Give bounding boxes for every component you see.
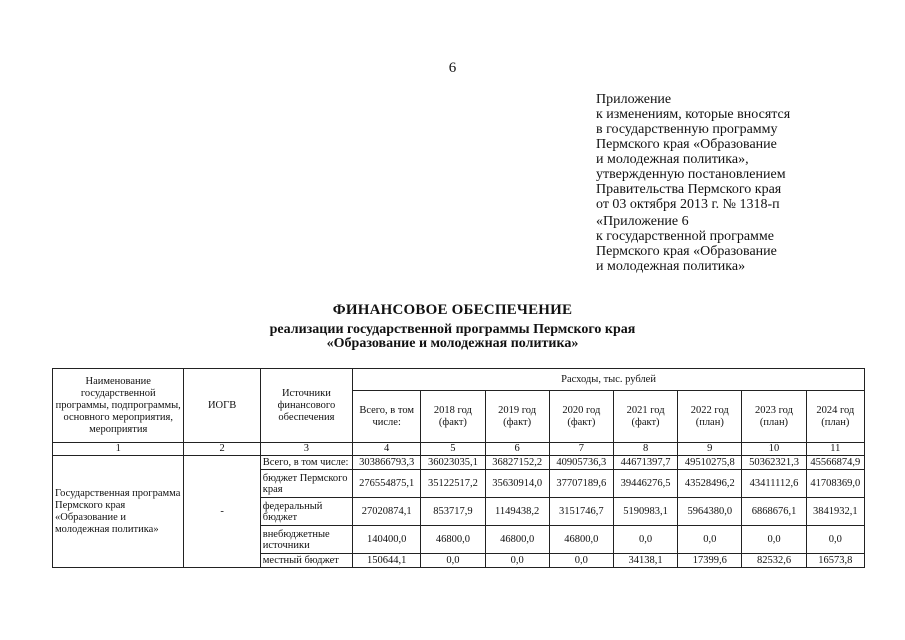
value-cell: 44671397,7 bbox=[613, 456, 677, 470]
source-label: местный бюджет bbox=[260, 554, 352, 568]
value-cell: 0,0 bbox=[742, 526, 806, 554]
col-header-2018: 2018 год (факт) bbox=[421, 391, 485, 443]
appendix-header bbox=[596, 92, 896, 212]
col-number: 2 bbox=[184, 443, 260, 456]
page-number: 6 bbox=[448, 60, 457, 76]
value-cell: 49510275,8 bbox=[678, 456, 742, 470]
appendix-6-line: к государственной программе bbox=[596, 229, 774, 244]
iogv-value: - bbox=[184, 456, 260, 568]
source-label: бюджет Пермского края bbox=[260, 470, 352, 498]
value-cell: 41708369,0 bbox=[806, 470, 864, 498]
value-cell: 17399,6 bbox=[678, 554, 742, 568]
col-number: 8 bbox=[613, 443, 677, 456]
subtitle-line-1: реализации государственной программы Пермского края bbox=[269, 322, 636, 337]
value-cell: 1149438,2 bbox=[485, 498, 549, 526]
col-header-expenses: Расходы, тыс. рублей bbox=[353, 369, 865, 391]
col-header-sources: Источники финансового обеспечения bbox=[260, 369, 352, 443]
value-cell: 0,0 bbox=[678, 526, 742, 554]
col-header-2023: 2023 год (план) bbox=[742, 391, 806, 443]
col-header-2024: 2024 год (план) bbox=[806, 391, 864, 443]
value-cell: 46800,0 bbox=[421, 526, 485, 554]
col-number: 3 bbox=[260, 443, 352, 456]
appendix-6-header bbox=[596, 214, 896, 274]
appendix-6-line: Пермского края «Образование bbox=[596, 244, 777, 259]
appendix-line: Приложение bbox=[596, 92, 672, 107]
value-cell: 0,0 bbox=[421, 554, 485, 568]
value-cell: 0,0 bbox=[613, 526, 677, 554]
appendix-line: Пермского края «Образование bbox=[596, 137, 777, 152]
value-cell: 35122517,2 bbox=[421, 470, 485, 498]
source-label: федеральный бюджет bbox=[260, 498, 352, 526]
appendix-line: к изменениям, которые вносятся bbox=[596, 107, 791, 122]
value-cell: 853717,9 bbox=[421, 498, 485, 526]
source-label: внебюджетные источники bbox=[260, 526, 352, 554]
col-number: 4 bbox=[353, 443, 421, 456]
value-cell: 39446276,5 bbox=[613, 470, 677, 498]
col-number: 9 bbox=[678, 443, 742, 456]
col-number: 10 bbox=[742, 443, 806, 456]
appendix-line: и молодежная политика», bbox=[596, 152, 749, 167]
document-title: ФИНАНСОВОЕ ОБЕСПЕЧЕНИЕ bbox=[332, 302, 573, 318]
col-header-2019: 2019 год (факт) bbox=[485, 391, 549, 443]
table-row bbox=[53, 456, 865, 470]
value-cell: 3841932,1 bbox=[806, 498, 864, 526]
col-header-name: Наименование государственной программы, подпрограммы, основного мероприятия, мероприятия bbox=[53, 369, 184, 443]
col-header-2022: 2022 год (план) bbox=[678, 391, 742, 443]
column-number-row bbox=[53, 443, 865, 456]
value-cell: 5190983,1 bbox=[613, 498, 677, 526]
document-subtitle bbox=[0, 323, 905, 351]
value-cell: 35630914,0 bbox=[485, 470, 549, 498]
value-cell: 45566874,9 bbox=[806, 456, 864, 470]
value-cell: 36023035,1 bbox=[421, 456, 485, 470]
appendix-line: от 03 октября 2013 г. № 1318-п bbox=[596, 197, 780, 212]
col-number: 6 bbox=[485, 443, 549, 456]
value-cell: 5964380,0 bbox=[678, 498, 742, 526]
value-cell: 27020874,1 bbox=[353, 498, 421, 526]
appendix-line: утвержденную постановлением bbox=[596, 167, 786, 182]
value-cell: 140400,0 bbox=[353, 526, 421, 554]
col-number: 1 bbox=[53, 443, 184, 456]
value-cell: 82532,6 bbox=[742, 554, 806, 568]
col-header-iogv: ИОГВ bbox=[184, 369, 260, 443]
value-cell: 34138,1 bbox=[613, 554, 677, 568]
value-cell: 36827152,2 bbox=[485, 456, 549, 470]
value-cell: 3151746,7 bbox=[549, 498, 613, 526]
value-cell: 303866793,3 bbox=[353, 456, 421, 470]
value-cell: 50362321,3 bbox=[742, 456, 806, 470]
col-number: 11 bbox=[806, 443, 864, 456]
value-cell: 0,0 bbox=[806, 526, 864, 554]
col-header-total: Всего, в том числе: bbox=[353, 391, 421, 443]
value-cell: 0,0 bbox=[549, 554, 613, 568]
col-header-2020: 2020 год (факт) bbox=[549, 391, 613, 443]
program-name: Государственная программа Пермского края «Образование и молодежная политика» bbox=[53, 456, 184, 568]
value-cell: 40905736,3 bbox=[549, 456, 613, 470]
col-header-2021: 2021 год (факт) bbox=[613, 391, 677, 443]
appendix-line: Правительства Пермского края bbox=[596, 182, 782, 197]
source-label: Всего, в том числе: bbox=[260, 456, 352, 470]
value-cell: 46800,0 bbox=[485, 526, 549, 554]
appendix-6-line: и молодежная политика» bbox=[596, 259, 746, 274]
value-cell: 37707189,6 bbox=[549, 470, 613, 498]
appendix-line: в государственную программу bbox=[596, 122, 778, 137]
value-cell: 150644,1 bbox=[353, 554, 421, 568]
financing-table bbox=[52, 368, 865, 568]
subtitle-line-2: «Образование и молодежная политика» bbox=[326, 336, 579, 351]
col-number: 5 bbox=[421, 443, 485, 456]
value-cell: 46800,0 bbox=[549, 526, 613, 554]
col-number: 7 bbox=[549, 443, 613, 456]
header-row-1 bbox=[53, 369, 865, 391]
value-cell: 43411112,6 bbox=[742, 470, 806, 498]
value-cell: 276554875,1 bbox=[353, 470, 421, 498]
value-cell: 16573,8 bbox=[806, 554, 864, 568]
value-cell: 0,0 bbox=[485, 554, 549, 568]
value-cell: 43528496,2 bbox=[678, 470, 742, 498]
appendix-6-line: «Приложение 6 bbox=[596, 214, 689, 229]
value-cell: 6868676,1 bbox=[742, 498, 806, 526]
